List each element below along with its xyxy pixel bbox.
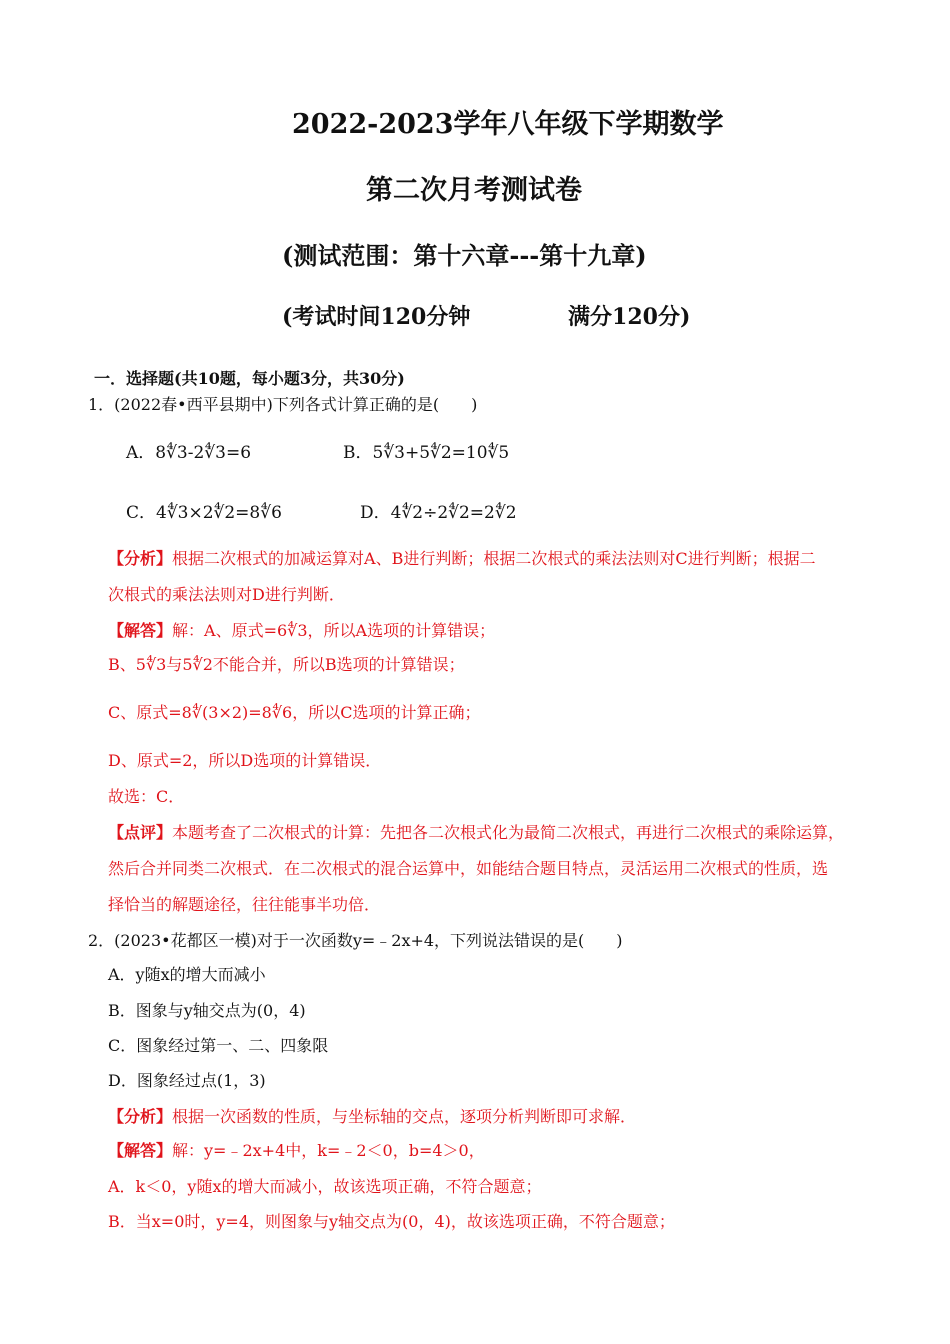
title-line-2: 第二次月考测试卷 bbox=[366, 175, 582, 206]
q2-option-c[interactable]: C．图象经过第一、二、四象限 bbox=[108, 1036, 329, 1055]
q1-answer-d: D、原式=2，所以D选项的计算错误． bbox=[108, 751, 382, 770]
test-scope: (测试范围：第十六章---第十九章) bbox=[282, 241, 647, 270]
q1-analysis-line-1 bbox=[108, 546, 816, 569]
q1-answer-b: B、5∜3与5∜2不能合并，所以B选项的计算错误； bbox=[108, 655, 465, 674]
q2-stem: 2．(2023•花都区一模)对于一次函数y=﹣2x+4，下列说法错误的是( ) bbox=[88, 931, 623, 950]
q1-option-b[interactable]: B．5∜3+5∜2=10∜5 bbox=[343, 443, 510, 463]
q1-answer-line-a bbox=[108, 618, 495, 641]
q1-answer-c: C、原式=8∜(3×2)=8∜6，所以C选项的计算正确； bbox=[108, 703, 481, 722]
q2-option-d[interactable]: D．图象经过点(1，3) bbox=[108, 1071, 266, 1090]
exam-info bbox=[282, 300, 690, 331]
q2-option-b[interactable]: B．图象与y轴交点为(0，4) bbox=[108, 1001, 306, 1020]
exam-time: (考试时间120分钟 bbox=[282, 304, 471, 330]
q1-choice: 故选：C． bbox=[108, 787, 185, 806]
q1-comment-text-1: 本题考查了二次根式的计算：先把各二次根式化为最简二次根式，再进行二次根式的乘除运算， bbox=[172, 823, 845, 842]
q2-analysis-tag: 【分析】 bbox=[108, 1107, 173, 1126]
q2-analysis-line bbox=[108, 1104, 636, 1127]
q2-answer-a: A．k＜0，y随x的增大而减小，故该选项正确，不符合题意； bbox=[108, 1177, 542, 1196]
q1-comment-tag: 【点评】 bbox=[108, 823, 173, 842]
q1-answer-tag: 【解答】 bbox=[108, 621, 173, 640]
section-heading: 一．选择题(共10题，每小题3分，共30分) bbox=[94, 369, 405, 388]
q2-answer-b: B．当x=0时，y=4，则图象与y轴交点为(0，4)，故该选项正确，不符合题意； bbox=[108, 1212, 675, 1231]
title-line-1: 2022-2023学年八年级下学期数学 bbox=[292, 109, 724, 140]
q1-comment-line-2: 然后合并同类二次根式．在二次根式的混合运算中，如能结合题目特点，灵活运用二次根式的性质，选 bbox=[108, 859, 829, 878]
q2-option-a[interactable]: A．y随x的增大而减小 bbox=[108, 965, 266, 984]
q1-analysis-tag: 【分析】 bbox=[108, 549, 173, 568]
q1-stem: 1．(2022春•西平县期中)下列各式计算正确的是( ) bbox=[88, 395, 478, 414]
q1-option-d[interactable]: D．4∜2÷2∜2=2∜2 bbox=[360, 503, 517, 523]
q1-comment-line-1 bbox=[108, 820, 844, 843]
q2-analysis-text: 根据一次函数的性质，与坐标轴的交点，逐项分析判断即可求解． bbox=[172, 1107, 637, 1126]
q1-option-c[interactable]: C．4∜3×2∜2=8∜6 bbox=[126, 503, 282, 523]
q1-answer-a: 解：A、原式=6∜3，所以A选项的计算错误； bbox=[172, 621, 496, 640]
q2-answer-intro: 解：y=﹣2x+4中，k=﹣2＜0，b=4＞0， bbox=[172, 1141, 485, 1160]
exam-score: 满分120分) bbox=[568, 304, 691, 330]
q2-answer-line bbox=[108, 1138, 485, 1161]
q1-analysis-text-1: 根据二次根式的加减运算对A、B进行判断；根据二次根式的乘法法则对C进行判断；根据二 bbox=[172, 549, 816, 568]
q2-answer-tag: 【解答】 bbox=[108, 1141, 173, 1160]
q1-option-a[interactable]: A．8∜3-2∜3=6 bbox=[126, 443, 252, 463]
q1-analysis-line-2: 次根式的乘法法则对D进行判断． bbox=[108, 585, 345, 604]
q1-comment-line-3: 择恰当的解题途径，往往能事半功倍． bbox=[108, 895, 381, 914]
